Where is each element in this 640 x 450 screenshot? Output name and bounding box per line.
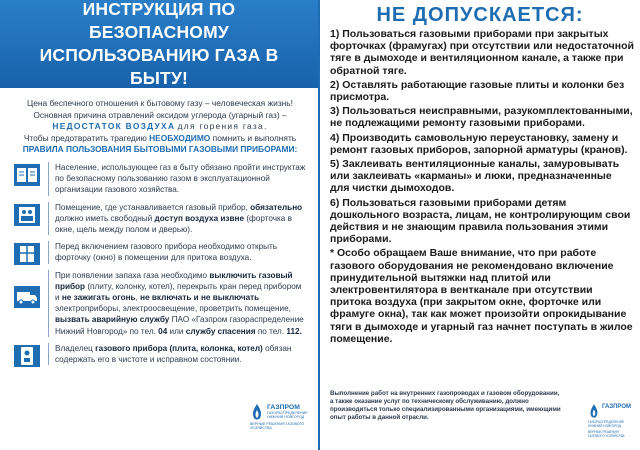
left-panel <box>0 0 318 450</box>
item-text: Население, использующее газ в быту обязано пройти инструктаж по безопасному пользованию газом в эксплуатационной организации газового хозяйства. <box>48 162 306 196</box>
list-item <box>14 162 306 196</box>
item-text: Владелец газового прибора (плита, колонка, котел) обязан содержать его в чистоте и исправном состоянии. <box>48 343 306 365</box>
intro-line-1: Цена беспечного отношения к бытовому газу – человеческая жизнь! <box>27 98 293 108</box>
list-item <box>14 241 306 263</box>
item-text: Помещение, где устанавливается газовый прибор, обязательно должно иметь свободный доступ воздуха извне (форточка в окне, щель между полом и дверью). <box>48 202 306 236</box>
intro-text <box>12 98 308 156</box>
list-item <box>14 343 306 365</box>
logo-sub: ГАЗОРАСПРЕДЕЛЕНИЕ <box>267 411 308 415</box>
intro-line-4: Чтобы предотвратить трагедию НЕОБХОДИМО помнить и выполнять <box>23 132 297 143</box>
item-text: Перед включением газового прибора необходимо открыть форточку (окно) в помещении для притока воздуха. <box>48 241 306 263</box>
intro-line-2: Основная причина отравлений оксидом углерода (угарный газ) – <box>33 109 287 120</box>
rule-item: 3) Пользоваться неисправными, разукомплектованными, не подлежащими ремонту газовыми приборами. <box>330 105 633 130</box>
intro-line-5: ПРАВИЛА ПОЛЬЗОВАНИЯ БЫТОВЫМИ ГАЗОВЫМИ ПРИБОРАМИ: <box>22 144 298 155</box>
intro-shortage-highlight: НЕДОСТАТОК ВОЗДУХА <box>52 121 176 132</box>
logo-sub: НИЖНИЙ НОВГОРОД <box>267 415 305 419</box>
rule-item: 2) Оставлять работающие газовые плиты и колонки без присмотра. <box>330 78 625 104</box>
rule-note: * Особо обращаем Ваше внимание, что при работе газового оборудования не рекомендовано включение принудительной вытяжки над плитой или электровентилятора в вентканале при отсутствии притока воздуха (при закрытом окне, форточке или фрамуге окна), так как может произойти опрокидывание тяги в дымоходе и угарный газ начнет поступать в жилое помещение. <box>330 247 633 345</box>
prohibited-list <box>330 28 634 347</box>
logo-word: ГАЗПРОМ <box>267 404 300 411</box>
logo-slogan: ВЕРНЫЕ РЕШЕНИЯ ГАЗОВОГО ХОЗЯЙСТВА <box>588 430 625 438</box>
gazprom-logo <box>250 404 312 444</box>
gazprom-logo <box>588 404 636 444</box>
rule-item: 1) Пользоваться газовыми приборами при закрытых форточках (фрамугах) при отсутствии или недостаточной тяге в дымоходе и вентиляционном канале, а также при обратной тяге. <box>330 28 634 77</box>
prohibited-title: НЕ ДОПУСКАЕТСЯ: <box>376 4 584 26</box>
rule-item: 6) Пользоваться газовыми приборами детям дошкольного возраста, лицам, не контролирующим свои действия и не знающим правила пользования этими приборами. <box>330 196 631 246</box>
logo-word: ГАЗПРОМ <box>602 404 632 410</box>
left-title <box>0 0 318 90</box>
logo-sub: НИЖНИЙ НОВГОРОД <box>588 424 621 428</box>
left-header <box>0 0 318 88</box>
window-icon <box>14 243 40 265</box>
list-item <box>14 270 306 337</box>
title-line-2: ИСПОЛЬЗОВАНИЮ ГАЗА В БЫТУ! <box>39 45 279 88</box>
item-text: При появлении запаха газа необходимо выключить газовый прибор (плиту, колонку, котел), перекрыть кран перед прибором и не зажигать огонь, не включать и не выключать электроприборы, электроосвещение, проветрить помещение, вызвать аварийную службу ПАО «Газпром газораспределение Нижний Новгород» по тел. 04 или службу спасения по тел. 112. <box>48 270 306 337</box>
truck-icon <box>14 286 40 308</box>
boiler-icon <box>14 345 40 367</box>
rule-item: 4) Производить самовольную переустановку, замену и ремонт газовых приборов, запорной арматуры (кранов). <box>330 131 628 156</box>
stove-icon <box>14 204 40 226</box>
logo-slogan: ВЕРНЫЕ РЕШЕНИЯ ГАЗОВОГО ХОЗЯЙСТВА <box>250 422 305 430</box>
rule-item: 5) Заклеивать вентиляционные каналы, замуровывать или заклеивать «карманы» и люки, предназначенные для чистки дымоходов. <box>330 158 620 195</box>
intro-line-3: НЕДОСТАТОК ВОЗДУХА для горения газа. <box>52 121 268 132</box>
logo-sub: ГАЗОРАСПРЕДЕЛЕНИЕ <box>588 420 625 424</box>
right-panel <box>318 0 640 450</box>
footnote: Выполнение работ на внутренних газопроводах и газовом оборудовании, а также оказание услуг по техническому обслуживанию, должно производиться только специализированными организациями, имеющими опыт работы в данной отрасли. <box>330 390 561 421</box>
list-item <box>14 202 306 236</box>
title-line-1: ИНСТРУКЦИЯ ПО БЕЗОПАСНОМУ <box>82 0 236 42</box>
people-icon <box>14 164 40 186</box>
rules-list <box>14 162 306 371</box>
